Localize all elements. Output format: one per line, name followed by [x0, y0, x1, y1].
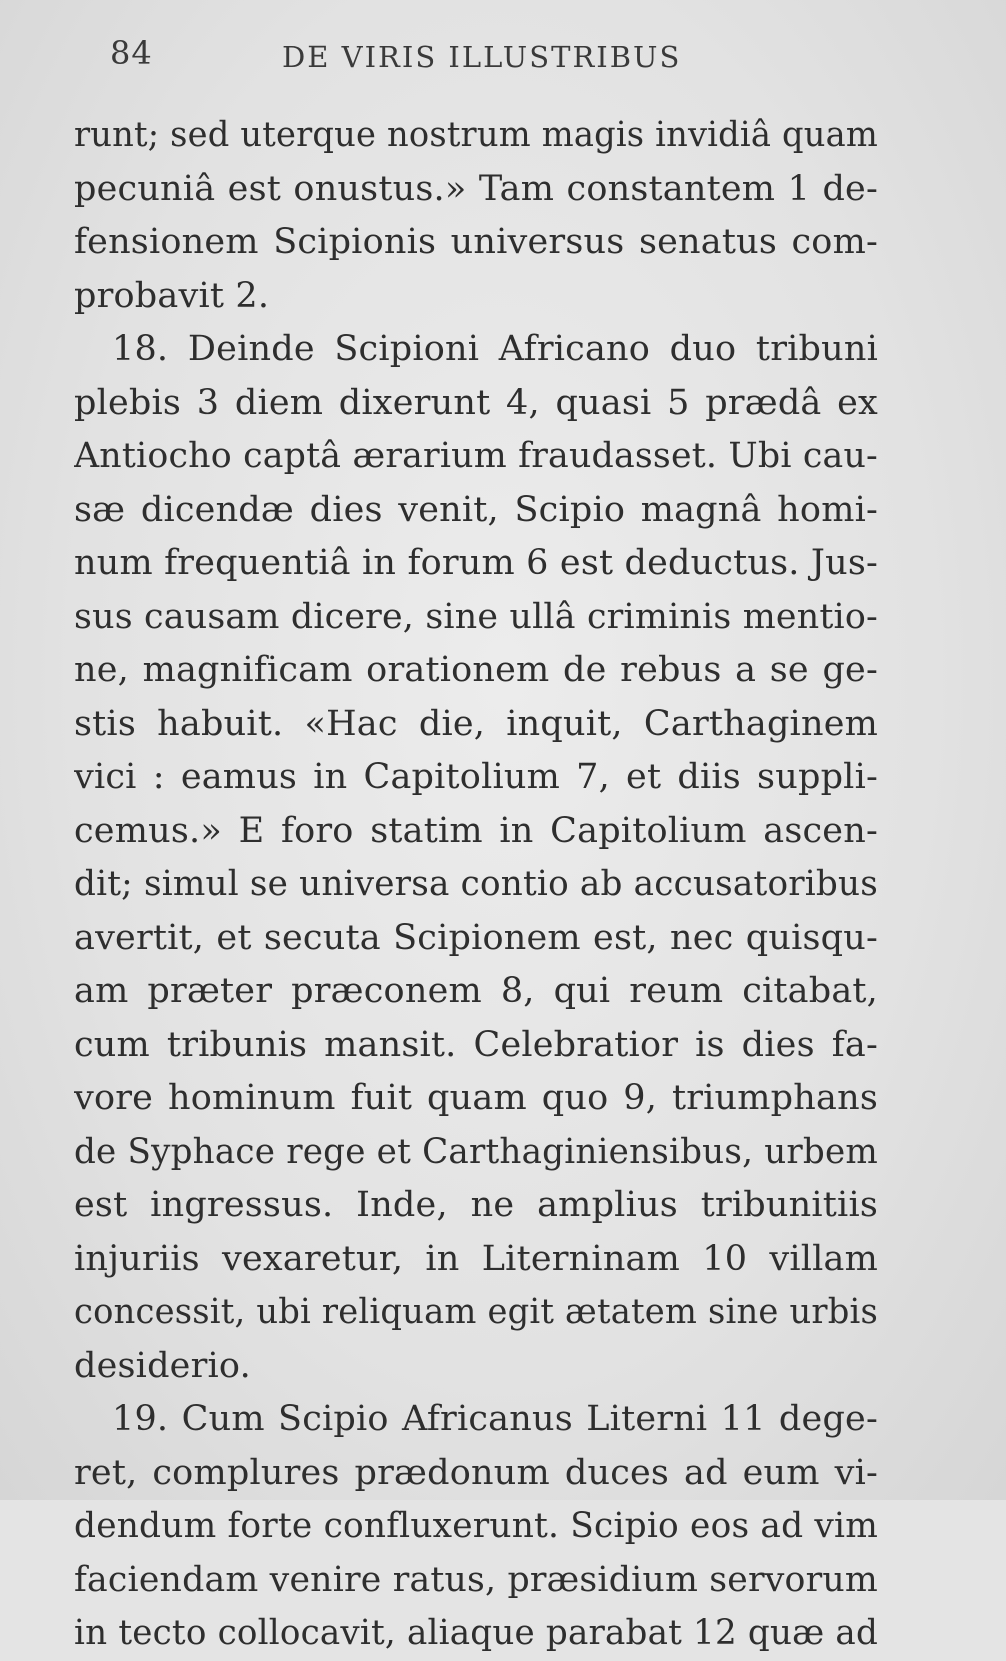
- text-line: avertit, et secuta Scipionem est, nec quisqu-: [74, 917, 878, 958]
- text-line: ne, magnificam orationem de rebus a se ge-: [74, 650, 878, 690]
- text-line: pecuniâ est onustus.» Tam constantem 1 de-: [74, 168, 878, 209]
- text-line: desiderio.: [74, 1345, 251, 1386]
- page-header: [110, 30, 890, 80]
- paragraph-18-first-line: 18. Deinde Scipioni Africano duo tribuni: [112, 329, 878, 369]
- text-line: fensionem Scipionis universus senatus com-: [74, 222, 878, 262]
- text-line: dendum forte confluxerunt. Scipio eos ad vim: [74, 1506, 878, 1546]
- text-line: am præter præconem 8, qui reum citabat,: [74, 971, 878, 1011]
- page-number: 84: [110, 34, 153, 72]
- text-line: ret, complures prædonum duces ad eum vi-: [74, 1452, 878, 1493]
- text-line: faciendam venire ratus, præsidium servorum: [74, 1559, 878, 1600]
- text-line: stis habuit. «Hac die, inquit, Carthaginem: [74, 703, 878, 744]
- text-line: cum tribunis mansit. Celebratior is dies fa-: [74, 1024, 878, 1065]
- text-line: injuriis vexaretur, in Literninam 10 villam: [74, 1238, 878, 1279]
- body-text: [74, 109, 878, 1661]
- text-line: de Syphace rege et Carthaginiensibus, urbem: [74, 1131, 878, 1172]
- text-line: cemus.» E foro statim in Capitolium ascen-: [74, 810, 878, 851]
- text-line: est ingressus. Inde, ne amplius tribunitiis: [74, 1185, 878, 1225]
- text-line: num frequentiâ in forum 6 est deductus. Jus-: [74, 543, 878, 583]
- text-line: sus causam dicere, sine ullâ criminis mentio-: [74, 596, 878, 637]
- text-line: sæ dicendæ dies venit, Scipio magnâ homi-: [74, 489, 878, 530]
- text-line: vici : eamus in Capitolium 7, et diis suppli-: [74, 757, 878, 797]
- text-line: vore hominum fuit quam quo 9, triumphans: [74, 1078, 878, 1118]
- text-line: dit; simul se universa contio ab accusatoribus: [74, 864, 878, 904]
- text-line: runt; sed uterque nostrum magis invidiâ quam: [74, 115, 878, 155]
- text-line: in tecto collocavit, aliaque parabat 12 quæ ad: [74, 1613, 878, 1653]
- paragraph-19-first-line: 19. Cum Scipio Africanus Literni 11 dege-: [112, 1399, 878, 1439]
- text-line: Antiocho captâ ærarium fraudasset. Ubi cau-: [74, 436, 878, 476]
- text-line: plebis 3 diem dixerunt 4, quasi 5 prædâ ex: [74, 382, 878, 423]
- running-title: DE VIRIS ILLUSTRIBUS: [282, 40, 682, 74]
- text-line: concessit, ubi reliquam egit ætatem sine urbis: [74, 1292, 878, 1332]
- text-line: probavit 2.: [74, 275, 270, 316]
